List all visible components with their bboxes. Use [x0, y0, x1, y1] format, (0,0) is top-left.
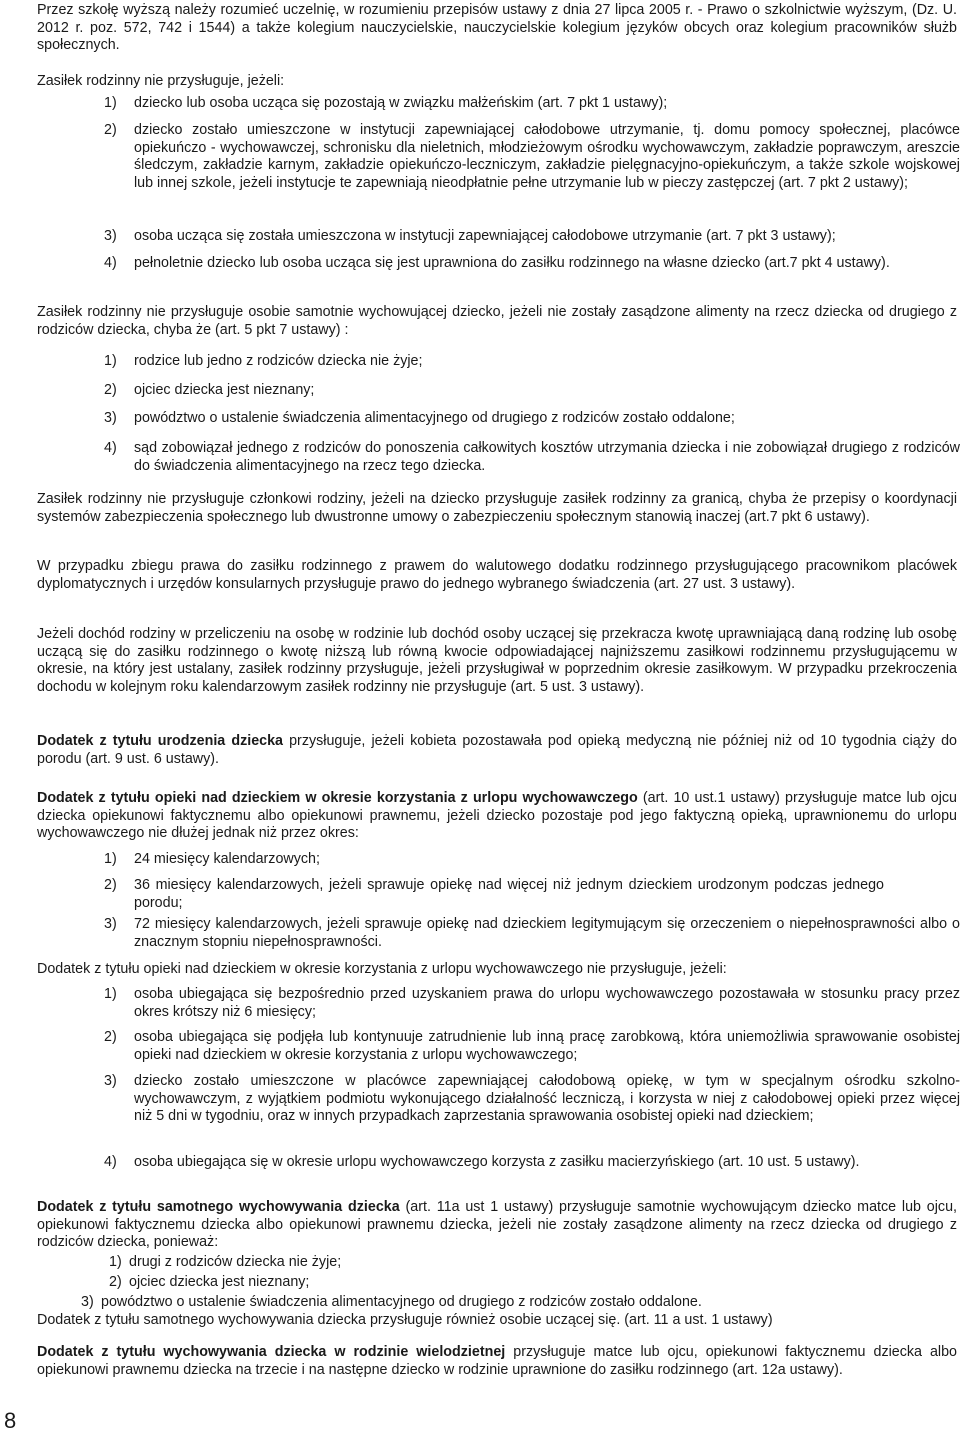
paragraph: W przypadku zbiegu prawa do zasiłku rodzinnego z prawem do walutowego dodatku rodzinnego przysługującego pracownikom placówek dyplomatycznych i urzędów konsularnych przysługuje prawo do jednego wybranego świadczenia (art. 27 ust. 3 ustawy). [37, 558, 957, 592]
list-number: 1) [104, 353, 117, 369]
list-number: 4) [104, 255, 117, 271]
list-text: drugi z rodziców dziecka nie żyje; [129, 1254, 342, 1270]
list-number: 1) [104, 986, 117, 1002]
list-item [81, 1294, 941, 1312]
list-item [104, 440, 960, 475]
list-text: dziecko zostało umieszczone w instytucji zapewniającej całodobowe utrzymanie, tj. domu pomocy społecznej, placówce opiekuńczo - wychowawczej, schronisku dla nieletnich, młodzieżowym ośrodku wychowawczym, zakładzie poprawczym, areszcie śledczym, zakładzie karnym, zakładzie opiekuńczo-leczniczym, zakładzie pielęgnacyjno-opiekuńczym, a także szkole wojskowej lub innej szkole, jeżeli instytucje te zapewniają nieodpłatnie pełne utrzymanie lub w pieczy zastępczej (art. 7 pkt 2 ustawy); [134, 122, 960, 191]
list-number: 2) [109, 1274, 122, 1290]
list-text: 36 miesięcy kalendarzowych, jeżeli sprawuje opiekę nad więcej niż jednym dzieckiem urodzonym podczas jednego porodu; [134, 877, 884, 911]
paragraph-text: (art. 10 ust.1 ustawy) przysługuje matce lub ojcu dziecka opiekunowi faktycznemu albo opiekunowi prawnemu, jeżeli dziecko pozostaje pod jego faktyczną opieką, uprawnionemu do urlopu wychowawczego nie dłużej jednak niż przez okres: [37, 790, 957, 842]
list-number: 2) [104, 122, 117, 138]
paragraph-text: przysługuje, jeżeli kobieta pozostawała pod opieką medyczną nie później niż od 10 tygodnia ciąży do porodu (art. 9 ust. 6 ustawy). [37, 733, 957, 767]
list-number: 3) [104, 228, 117, 244]
list-item [104, 851, 960, 869]
list-number: 3) [104, 1073, 117, 1089]
list-number: 3) [104, 410, 117, 426]
list-item [104, 382, 960, 400]
paragraph: Dodatek z tytułu samotnego wychowywania dziecka przysługuje również osobie uczącej się. (art. 11 a ust. 1 ustawy) [37, 1312, 773, 1328]
bold-heading: Dodatek z tytułu urodzenia dziecka [37, 733, 284, 749]
list-text: osoba ubiegająca się bezpośrednio przed uzyskaniem prawa do urlopu wychowawczego pozostawała w stosunku pracy przez okres krótszy niż 6 miesięcy; [134, 986, 960, 1020]
list-text: dziecko lub osoba ucząca się pozostają w związku małżeńskim (art. 7 pkt 1 ustawy); [134, 95, 668, 111]
list-number: 3) [104, 916, 117, 932]
list-item [104, 353, 960, 371]
section-lead: Zasiłek rodzinny nie przysługuje osobie samotnie wychowującej dziecko, jeżeli nie zostały zasądzone alimenty na rzecz dziecka od drugiego z rodziców dziecka, chyba że (art. 5 pkt 7 ustawy) : [37, 304, 957, 338]
section-lead [37, 790, 957, 843]
list-item [104, 122, 960, 192]
list-text: rodzice lub jedno z rodziców dziecka nie żyje; [134, 353, 423, 369]
list-item [104, 95, 960, 113]
list-text: 72 miesięcy kalendarzowych, jeżeli sprawuje opiekę nad dzieckiem legitymującym się orzeczeniem o niepełnosprawności albo o znacznym stopniu niepełnosprawności. [134, 916, 960, 950]
paragraph-text: (art. 11a ust 1 ustawy) przysługuje samotnie wychowującym dziecko matce lub ojcu, opiekunowi faktycznemu dziecka albo opiekunowi prawnemu dziecka, jeżeli nie zostały zasądzone alimenty na rzecz dziecka od drugiego z rodziców dziecka, ponieważ: [37, 1199, 957, 1251]
list-text: pełnoletnie dziecko lub osoba ucząca się jest uprawniona do zasiłku rodzinnego na własne dziecko (art.7 pkt 4 ustawy). [134, 255, 890, 271]
list-item [104, 986, 960, 1021]
list-number: 1) [104, 95, 117, 111]
list-item [104, 916, 960, 951]
list-number: 2) [104, 382, 117, 398]
list-item [81, 1274, 681, 1292]
page-number: 8 [4, 1408, 17, 1433]
paragraph: Jeżeli dochód rodziny w przeliczeniu na osobę w rodzinie lub dochód osoby uczącej się przekracza kwotę uprawniającą daną rodzinę lub osobę uczącą się do zasiłku rodzinnego o kwotę niższą lub równą kwocie odpowiadającej najniższemu zasiłkowi rodzinnemu przysługującemu w okresie, na który jest ustalany, zasiłek rodzinny przysługuje, jeżeli przysługiwał w poprzednim okresie zasiłkowym. W przypadku przekroczenia dochodu w kolejnym roku kalendarzowym zasiłek rodzinny nie przysługuje (art. 5 ust. 3 ustawy). [37, 626, 957, 695]
list-text: powództwo o ustalenie świadczenia alimentacyjnego od drugiego z rodziców zostało oddalone. [101, 1294, 702, 1310]
list-text: osoba ubiegająca się w okresie urlopu wychowawczego korzysta z zasiłku macierzyńskiego (art. 10 ust. 5 ustawy). [134, 1154, 860, 1170]
list-text: osoba ubiegająca się podjęła lub kontynuuje zatrudnienie lub inną pracę zarobkową, która uniemożliwia sprawowanie osobistej opieki nad dzieckiem w okresie korzystania z urlopu wychowawczego; [134, 1029, 960, 1063]
section-lead: Dodatek z tytułu opieki nad dzieckiem w okresie korzystania z urlopu wychowawczego nie przysługuje, jeżeli: [37, 961, 727, 977]
list-item [104, 877, 960, 912]
list-text: 24 miesięcy kalendarzowych; [134, 851, 320, 867]
list-text: ojciec dziecka jest nieznany; [134, 382, 315, 398]
intro-paragraph: Przez szkołę wyższą należy rozumieć uczelnię, w rozumieniu przepisów ustawy z dnia 27 lipca 2005 r. - Prawo o szkolnictwie wyższym, (Dz. U. 2012 r. poz. 572, 742 i 1544) a także kolegium nauczycielskie, nauczycielskie kolegium języków obcych oraz kolegium pracowników służb społecznych. [37, 2, 957, 54]
list-text: dziecko zostało umieszczone w placówce zapewniającej całodobową opiekę, w tym w specjalnym ośrodku szkolno-wychowawczym, z wyjątkiem podmiotu wykonującego działalność leczniczą, i korzysta w niej z całodobowej opieki przez więcej niż 5 dni w tygodniu, oraz w innych przypadkach zaprzestania sprawowania osobistej opieki nad dzieckiem; [134, 1073, 960, 1125]
list-item [104, 228, 960, 246]
list-item [104, 1073, 960, 1126]
list-text: powództwo o ustalenie świadczenia alimentacyjnego od drugiego z rodziców zostało oddalone; [134, 410, 735, 426]
list-item [104, 255, 960, 273]
list-number: 1) [104, 851, 117, 867]
list-number: 4) [104, 440, 117, 456]
bold-heading: Dodatek z tytułu samotnego wychowywania dziecka [37, 1199, 400, 1215]
list-number: 3) [81, 1294, 94, 1310]
list-number: 2) [104, 1029, 117, 1045]
section-lead [37, 1199, 957, 1252]
paragraph [37, 1344, 957, 1379]
section-lead: Zasiłek rodzinny nie przysługuje, jeżeli: [37, 73, 285, 89]
paragraph [37, 733, 957, 768]
bold-heading: Dodatek z tytułu wychowywania dziecka w rodzinie wielodzietnej [37, 1344, 506, 1360]
list-number: 1) [109, 1254, 122, 1270]
list-text: sąd zobowiązał jednego z rodziców do ponoszenia całkowitych kosztów utrzymania dziecka i nie zobowiązał drugiego z rodziców do świadczenia alimentacyjnego na rzecz tego dziecka. [134, 440, 960, 474]
list-number: 4) [104, 1154, 117, 1170]
list-item [104, 1154, 960, 1172]
bold-heading: Dodatek z tytułu opieki nad dzieckiem w okresie korzystania z urlopu wychowawczego [37, 790, 638, 806]
list-item [81, 1254, 681, 1272]
paragraph: Zasiłek rodzinny nie przysługuje członkowi rodziny, jeżeli na dziecko przysługuje zasiłek rodzinny za granicą, chyba że przepisy o koordynacji systemów zabezpieczenia społecznego lub dwustronne umowy o zabezpieczeniu społecznym stanowią inaczej (art.7 pkt 6 ustawy). [37, 491, 957, 525]
paragraph-text: przysługuje matce lub ojcu, opiekunowi faktycznemu dziecka albo opiekunowi prawnemu dziecka na trzecie i na następne dziecko w rodzinie uprawnione do zasiłku rodzinnego (art. 12a ustawy). [37, 1344, 957, 1378]
list-number: 2) [104, 877, 117, 893]
list-item [104, 410, 960, 428]
list-text: ojciec dziecka jest nieznany; [129, 1274, 310, 1290]
list-item [104, 1029, 960, 1064]
list-text: osoba ucząca się została umieszczona w instytucji zapewniającej całodobowe utrzymanie (art. 7 pkt 3 ustawy); [134, 228, 836, 244]
